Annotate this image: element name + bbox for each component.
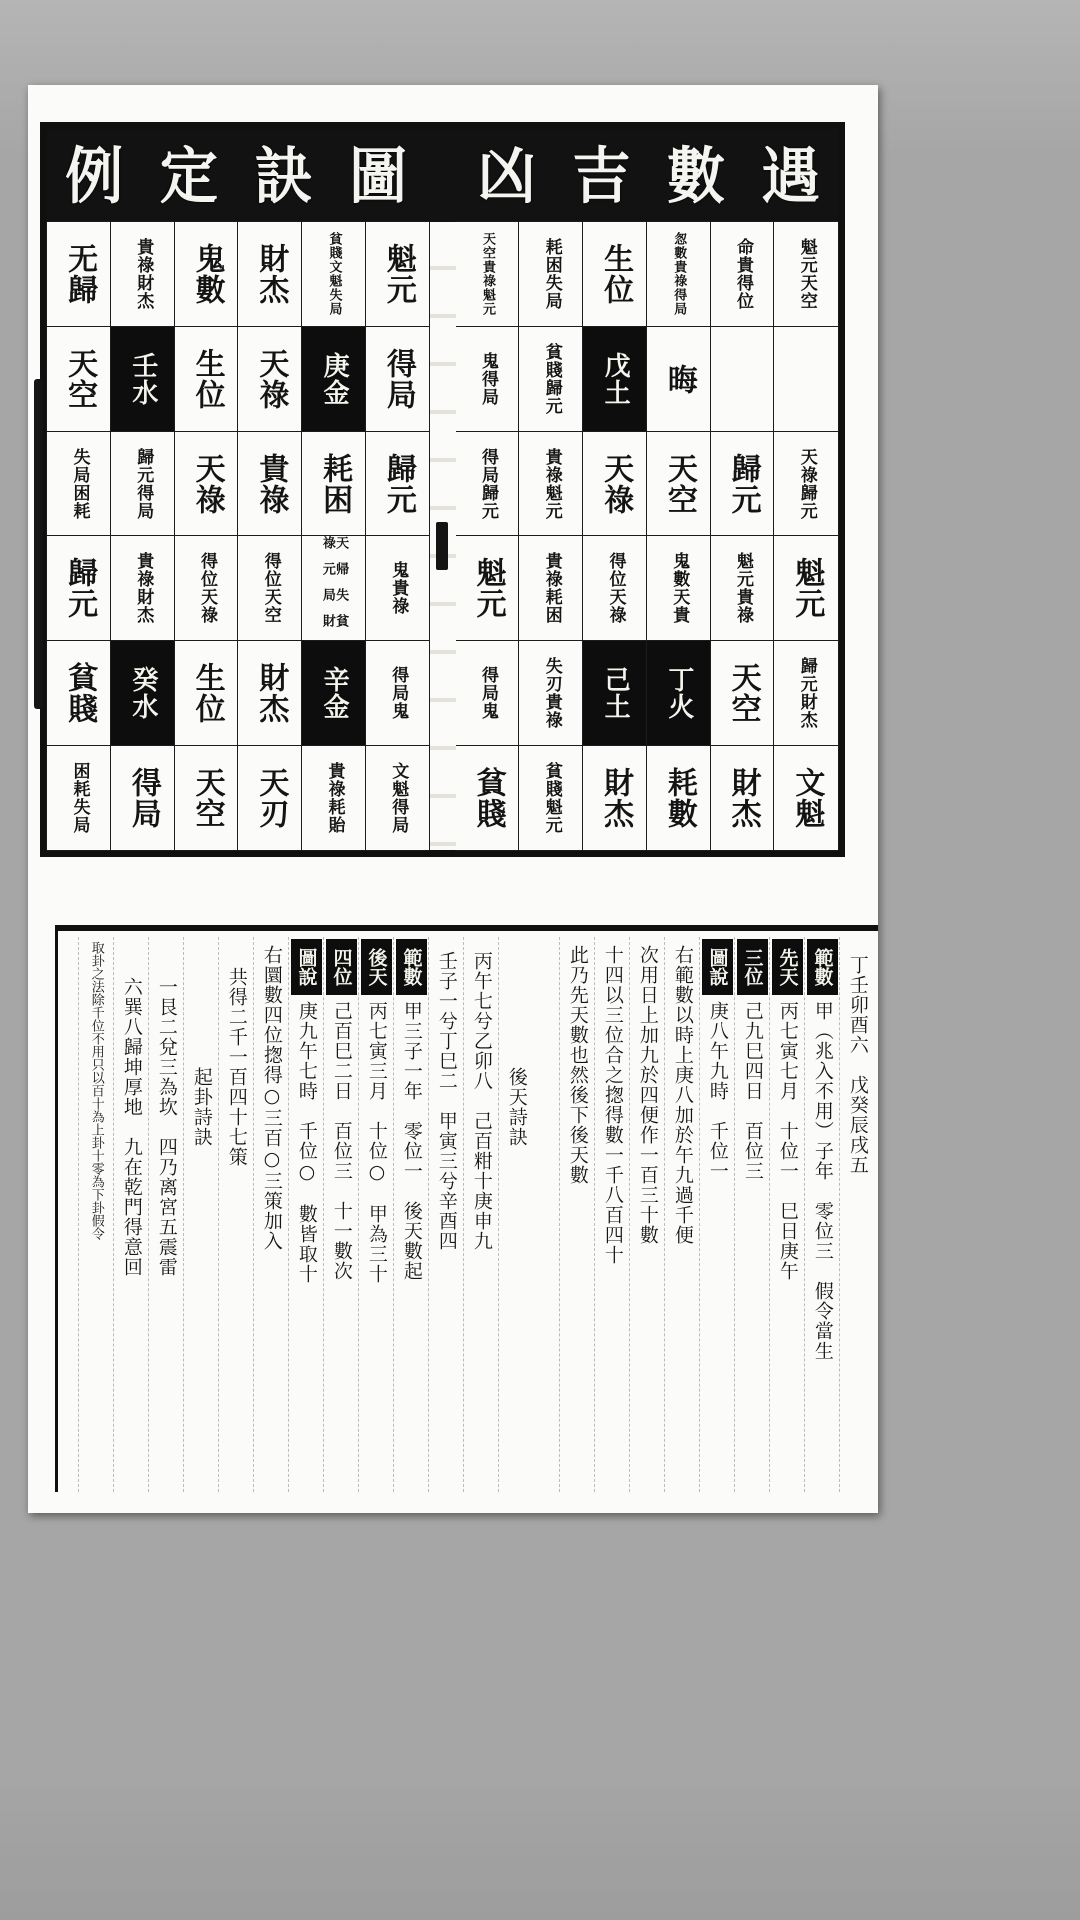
text-column <box>183 937 218 1492</box>
table-cell <box>455 221 520 327</box>
cell-word: 貴祿 <box>133 552 154 589</box>
cell-word: 歸元 <box>380 452 416 515</box>
table-cell <box>646 221 711 327</box>
table-cell <box>455 535 520 641</box>
table-cell <box>773 745 838 851</box>
cell-word: 得位 <box>733 274 754 311</box>
title-char: 吉 <box>572 139 631 212</box>
text-column <box>629 937 664 1492</box>
cell-word: 天空 <box>62 348 98 410</box>
fold-ink-mark <box>436 522 448 570</box>
left-page-column <box>302 222 366 850</box>
section-label-圖說: 圖說 <box>291 939 322 995</box>
table-cell <box>237 745 302 851</box>
column-text: 丙午七兮乙卯八 己百粓十庚申九 <box>470 951 493 1251</box>
table-cell <box>301 535 366 641</box>
table-cell <box>518 326 583 432</box>
right-page-column <box>456 222 520 850</box>
cell-word: 耗數 <box>661 766 697 829</box>
cell-word: 魁元 <box>470 557 506 620</box>
text-column <box>463 937 498 1492</box>
column-text: 此乃先天數也然後下後天數 <box>566 945 589 1185</box>
cell-word: 天祿 <box>796 447 817 484</box>
table-cell <box>710 431 775 537</box>
table-cell <box>237 326 302 432</box>
cell-word: 貴祿 <box>133 238 154 275</box>
stem-cell <box>582 640 647 746</box>
cell-word: 文魁 <box>326 260 342 289</box>
cell-word: 貴祿 <box>733 588 754 625</box>
cell-word: 癸水 <box>127 666 158 721</box>
stem-cell <box>646 640 711 746</box>
cell-word: 得局 <box>478 370 499 406</box>
cell-word: 得局 <box>133 483 154 520</box>
table-cell <box>582 745 647 851</box>
cell-word: 歸元 <box>478 483 499 520</box>
table-cell <box>110 221 175 327</box>
table-cell <box>773 535 838 641</box>
text-column <box>498 937 533 1492</box>
cell-word: 魁元 <box>480 288 495 317</box>
cell-word: 貴祿 <box>541 693 562 730</box>
table-cell <box>518 640 583 746</box>
cell-word: 己土 <box>600 666 631 721</box>
table-cell <box>646 326 711 432</box>
title-band <box>47 129 838 222</box>
text-column <box>358 937 393 1492</box>
text-column <box>594 937 629 1492</box>
table-cell <box>582 221 647 327</box>
cell-word: 貴祿 <box>541 552 562 589</box>
cell-word: 貧賤 <box>470 766 506 829</box>
text-column <box>734 937 769 1492</box>
right-page-grid <box>456 222 839 850</box>
cell-word: 得位 <box>605 552 626 589</box>
section-label-四位: 四位 <box>326 939 357 995</box>
cell-word: 財杰 <box>253 243 289 306</box>
page-fold <box>430 222 456 850</box>
right-page-column <box>583 222 647 850</box>
cell-word: 歸元 <box>133 447 154 484</box>
cell-word: 貧財 <box>319 614 349 629</box>
title-right-group <box>460 139 839 212</box>
text-column <box>699 937 734 1492</box>
cell-word: 財杰 <box>253 662 289 725</box>
cell-word: 歸元 <box>796 657 817 694</box>
cell-word: 帰元 <box>319 562 349 577</box>
table-cell <box>174 745 239 851</box>
cell-word: 得位 <box>197 552 218 589</box>
cell-word: 失局 <box>319 588 349 603</box>
column-text: 共得二千一百四十七策 <box>225 967 248 1167</box>
cell-word: 天空 <box>796 274 817 311</box>
cell-word: 天祿 <box>197 588 218 625</box>
cell-word: 天刃 <box>253 766 289 829</box>
table-cell <box>365 640 430 746</box>
table-cell <box>710 326 775 432</box>
text-column <box>393 937 428 1492</box>
table-cell <box>301 745 366 851</box>
table-cell <box>582 535 647 641</box>
cell-word: 生位 <box>598 243 634 306</box>
cell-word: 貴祿 <box>480 260 495 289</box>
cell-word: 生位 <box>189 348 225 410</box>
text-column <box>839 937 874 1492</box>
cell-word: 困耗 <box>69 761 90 798</box>
table-cell <box>46 431 111 537</box>
cell-word: 歸元 <box>725 452 761 515</box>
cell-word: 天祿 <box>189 452 225 515</box>
left-page-column <box>238 222 302 850</box>
cell-word: 貴祿 <box>388 579 409 616</box>
cell-word: 天空 <box>189 766 225 829</box>
cell-word: 失局 <box>69 797 90 834</box>
cell-word: 歸元 <box>62 557 98 620</box>
text-column <box>288 937 323 1492</box>
table-cell <box>455 745 520 851</box>
cell-word: 天祿 <box>605 588 626 625</box>
cell-word: 財杰 <box>796 693 817 730</box>
cell-word: 財杰 <box>598 766 634 829</box>
column-text: 壬子一兮丁巳二 甲寅三兮辛酉四 <box>435 951 458 1251</box>
cell-word: 得局 <box>478 666 499 703</box>
column-text: 次用日上加九於四便作一百三十數 <box>636 945 659 1245</box>
left-page-grid <box>47 222 430 850</box>
column-text: 庚八午九時 千位一 <box>706 1001 729 1181</box>
cell-word: 財杰 <box>725 766 761 829</box>
text-column <box>78 937 113 1492</box>
cell-word: 文魁 <box>388 761 409 798</box>
table-cell <box>710 221 775 327</box>
cell-word: 丁火 <box>663 666 694 721</box>
text-column <box>148 937 183 1492</box>
section-label-圖說: 圖說 <box>702 939 733 995</box>
table-cell <box>773 221 838 327</box>
table-cell <box>365 745 430 851</box>
table-cell <box>301 431 366 537</box>
table-cell <box>455 326 520 432</box>
column-text: 甲（兆入不用）子年 零位三 假令當生 <box>811 1001 834 1361</box>
cell-word: 貴祿 <box>253 452 289 515</box>
column-text: 丙七寅七月 十位一 巳日庚午 <box>776 1001 799 1281</box>
column-text: 右圜數四位揔得○三百○三策加入 <box>260 945 283 1251</box>
section-label-範數: 範數 <box>807 939 838 995</box>
cell-word: 失局 <box>541 274 562 311</box>
cell-word: 失局 <box>69 447 90 484</box>
table-cell <box>518 535 583 641</box>
cell-word: 魁元 <box>380 243 416 306</box>
cell-word: 耗困 <box>317 452 353 515</box>
cell-word: 辛金 <box>319 666 350 721</box>
table-cell <box>518 745 583 851</box>
cell-word: 天祿 <box>319 536 349 551</box>
text-column <box>769 937 804 1492</box>
column-text: 丙七寅三月 十位○ 甲為三十 <box>365 1001 388 1284</box>
cell-word: 得位 <box>260 552 281 589</box>
cell-word: 晦 <box>661 363 697 395</box>
cell-word: 文魁 <box>789 766 825 829</box>
table-cell <box>110 431 175 537</box>
text-column <box>113 937 148 1492</box>
ink-smudge <box>34 379 43 709</box>
table-cell <box>455 431 520 537</box>
text-column <box>559 937 594 1492</box>
left-page-column <box>175 222 239 850</box>
table-cell <box>646 535 711 641</box>
table-cell <box>110 535 175 641</box>
table-cell <box>301 221 366 327</box>
table-cell <box>365 431 430 537</box>
stem-cell <box>301 640 366 746</box>
cell-word: 得局 <box>380 348 416 410</box>
right-page-column <box>647 222 711 850</box>
cell-word: 鬼 <box>388 702 409 721</box>
cell-word: 鬼 <box>388 561 409 580</box>
column-text: 一艮二兌三為坎 四乃离宮五震雷 <box>155 977 178 1277</box>
cell-word: 得局 <box>388 666 409 703</box>
text-column <box>804 937 839 1492</box>
cell-word: 貴祿 <box>324 761 345 798</box>
title-char: 圖 <box>349 139 408 212</box>
table-cell <box>646 431 711 537</box>
table-cell <box>174 326 239 432</box>
cell-word: 天空 <box>725 662 761 725</box>
cell-word: 壬水 <box>127 352 158 406</box>
cell-word: 失刃 <box>541 657 562 694</box>
cell-word: 耗困 <box>541 238 562 275</box>
cell-word: 无歸 <box>62 243 98 306</box>
cell-word: 天空 <box>260 588 281 625</box>
cell-word: 鬼 <box>478 352 499 370</box>
table-cell <box>710 535 775 641</box>
table-cell <box>174 431 239 537</box>
table-cell <box>773 640 838 746</box>
text-column <box>428 937 463 1492</box>
cell-word: 鬼數 <box>189 243 225 306</box>
column-text: 右範數以時上庚八加於午九過千便 <box>671 945 694 1245</box>
column-text: 己百巳二日 百位三 十一數次 <box>330 1001 353 1281</box>
table-cell <box>455 640 520 746</box>
fortune-grid <box>47 222 838 850</box>
cell-word: 得局 <box>125 766 161 829</box>
text-column <box>218 937 253 1492</box>
cell-word: 鬼數 <box>669 552 690 589</box>
numerology-text-page <box>55 925 878 1492</box>
column-text: 起卦詩訣 <box>190 1067 213 1147</box>
table-cell <box>46 535 111 641</box>
right-page-column <box>711 222 775 850</box>
cell-word: 得局 <box>388 797 409 834</box>
title-fold-gap <box>426 129 460 222</box>
title-char: 遇 <box>761 139 820 212</box>
cell-word: 貧賤 <box>541 761 562 798</box>
column-text: 取卦之法除千位不用只以百十為上卦十零為下卦假令 <box>88 941 104 1240</box>
table-cell <box>518 431 583 537</box>
title-char: 定 <box>159 139 218 212</box>
cell-word: 天祿 <box>253 348 289 410</box>
cell-word: 天貴 <box>669 588 690 625</box>
column-text: 丁壬卯酉六 戊癸辰戌五 <box>846 955 869 1175</box>
stem-cell <box>301 326 366 432</box>
table-cell <box>365 326 430 432</box>
table-cell <box>174 640 239 746</box>
table-cell <box>773 326 838 432</box>
table-cell <box>237 640 302 746</box>
table-cell <box>46 640 111 746</box>
column-text: 十四以三位合之揔得數一千八百四十 <box>601 945 624 1265</box>
title-char: 數 <box>667 139 726 212</box>
cell-word: 魁元 <box>541 483 562 520</box>
left-page-column <box>111 222 175 850</box>
cell-word: 天空 <box>480 232 495 261</box>
cell-word: 貴祿 <box>671 260 687 289</box>
cell-word: 庚金 <box>319 352 350 406</box>
table-cell <box>582 431 647 537</box>
table-cell <box>46 221 111 327</box>
table-cell <box>646 745 711 851</box>
section-label-範數: 範數 <box>396 939 427 995</box>
cell-word: 生位 <box>189 662 225 725</box>
stem-cell <box>110 326 175 432</box>
fortune-table-page <box>40 122 845 857</box>
cell-word: 貧賤 <box>541 343 562 379</box>
section-label-後天: 後天 <box>361 939 392 995</box>
cell-word: 魁元 <box>796 238 817 275</box>
table-cell <box>110 745 175 851</box>
cell-word: 天祿 <box>598 452 634 515</box>
cell-word: 怱數 <box>671 232 687 261</box>
stem-cell <box>582 326 647 432</box>
paper-background <box>28 85 878 1513</box>
table-cell <box>773 431 838 537</box>
table-cell <box>710 640 775 746</box>
table-cell <box>174 535 239 641</box>
cell-word: 魁元 <box>789 557 825 620</box>
table-cell <box>365 535 430 641</box>
cell-word: 貧賤 <box>62 662 98 725</box>
cell-word: 貴祿 <box>541 447 562 484</box>
left-page-column <box>47 222 111 850</box>
title-left-group <box>47 139 426 212</box>
table-cell <box>174 221 239 327</box>
cell-word: 天空 <box>661 452 697 515</box>
cell-word: 鬼 <box>478 702 499 721</box>
table-cell <box>518 221 583 327</box>
right-page-column <box>774 222 838 850</box>
stem-cell <box>110 640 175 746</box>
table-cell <box>365 221 430 327</box>
cell-word: 困耗 <box>69 483 90 520</box>
cell-word: 貧賤 <box>326 232 342 261</box>
left-page-column <box>366 222 430 850</box>
text-column <box>323 937 358 1492</box>
cell-word: 耗困 <box>541 588 562 625</box>
cell-word: 耗貽 <box>324 797 345 834</box>
table-cell <box>237 431 302 537</box>
section-label-三位: 三位 <box>737 939 768 995</box>
text-column <box>664 937 699 1492</box>
table-cell <box>46 326 111 432</box>
cell-word: 失局 <box>326 288 342 317</box>
cell-word: 魁元 <box>541 797 562 834</box>
right-page-column <box>519 222 583 850</box>
column-text: 庚九午七時 千位○ 數皆取十 <box>295 1001 318 1284</box>
cell-word: 戊土 <box>600 352 631 406</box>
cell-word: 財杰 <box>133 274 154 311</box>
table-cell <box>237 221 302 327</box>
column-text: 己九巳四日 百位三 <box>741 1001 764 1181</box>
cell-word: 財杰 <box>133 588 154 625</box>
section-label-先天: 先天 <box>772 939 803 995</box>
cell-word: 得局 <box>478 447 499 484</box>
table-cell <box>237 535 302 641</box>
column-text: 甲三子一年 零位一 後天數起 <box>400 1001 423 1281</box>
title-char: 例 <box>65 139 124 212</box>
cell-word: 歸元 <box>796 483 817 520</box>
cell-word: 命貴 <box>733 238 754 275</box>
cell-word: 魁元 <box>733 552 754 589</box>
column-text: 六巽八歸坤厚地 九在乾門得意回 <box>120 977 143 1277</box>
table-cell <box>46 745 111 851</box>
table-cell <box>710 745 775 851</box>
cell-word: 歸元 <box>541 379 562 415</box>
title-char: 訣 <box>254 139 313 212</box>
title-char: 凶 <box>477 139 536 212</box>
column-text: 後天詩訣 <box>505 1067 528 1147</box>
text-column <box>253 937 288 1492</box>
cell-word: 得局 <box>671 288 687 317</box>
